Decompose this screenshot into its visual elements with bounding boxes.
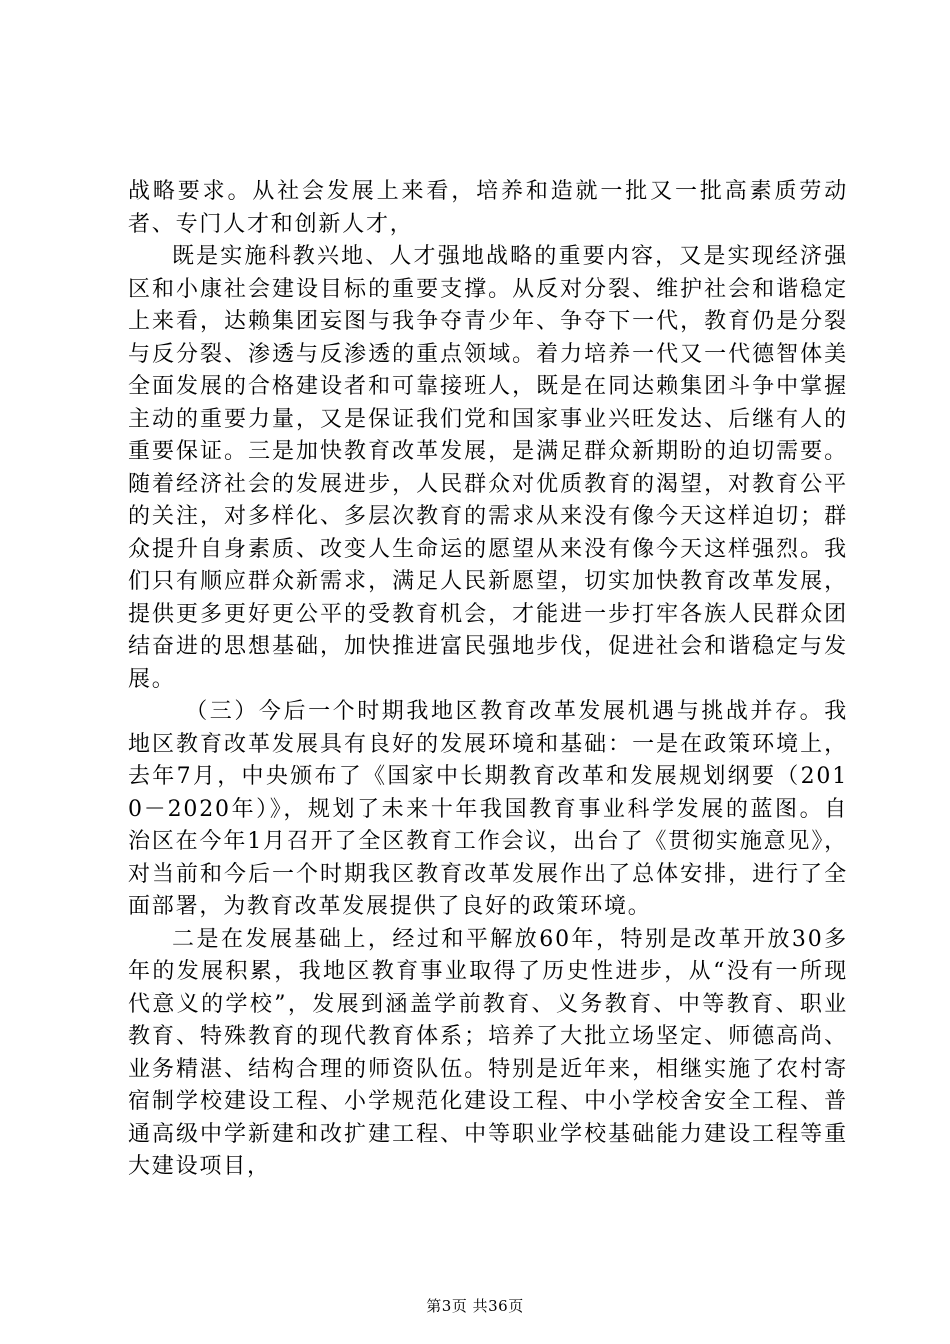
page-footer: 第3页 共36页: [426, 1297, 524, 1315]
paragraph-2: 既是实施科教兴地、人才强地战略的重要内容，又是实现经济强区和小康社会建设目标的重要支撑。从反对分裂、维护社会和谐稳定上来看，达赖集团妄图与我争夺青少年、争夺下一代，教育仍是分裂与反分裂、渗透与反渗透的重点领域。着力培养一代又一代德智体美全面发展的合格建设者和可靠接班人，既是在同达赖集团斗争中掌握主动的重要力量，又是保证我们党和国家事业兴旺发达、后继有人的重要保证。三是加快教育改革发展，是满足群众新期盼的迫切需要。随着经济社会的发展进步，人民群众对优质教育的渴望，对教育公平的关注，对多样化、多层次教育的需求从来没有像今天这样迫切；群众提升自身素质、改变人生命运的愿望从来没有像今天这样强烈。我们只有顺应群众新需求，满足人民新愿望，切实加快教育改革发展，提供更多更好更公平的受教育机会，才能进一步打牢各族人民群众团结奋进的思想基础，加快推进富民强地步伐，促进社会和谐稳定与发展。: [128, 244, 848, 692]
paragraph-4: 二是在发展基础上，经过和平解放60年，特别是改革开放30多年的发展积累，我地区教育事业取得了历史性进步，从“没有一所现代意义的学校”，发展到涵盖学前教育、义务教育、中等教育、职业教育、特殊教育的现代教育体系；培养了大批立场坚定、师德高尚、业务精湛、结构合理的师资队伍。特别是近年来，相继实施了农村寄宿制学校建设工程、小学规范化建设工程、中小学校舍安全工程、普通高级中学新建和改扩建工程、中等职业学校基础能力建设工程等重大建设项目，: [128, 926, 848, 1179]
document-body: [128, 176, 848, 1184]
paragraph-3: （三）今后一个时期我地区教育改革发展机遇与挑战并存。我地区教育改革发展具有良好的发展环境和基础：一是在政策环境上，去年7月，中央颁布了《国家中长期教育改革和发展规划纲要（2010－2020年）》，规划了未来十年我国教育事业科学发展的蓝图。自治区在今年1月召开了全区教育工作会议，出台了《贯彻实施意见》，对当前和今后一个时期我区教育改革发展作出了总体安排，进行了全面部署，为教育改革发展提供了良好的政策环境。: [128, 699, 848, 919]
paragraph-1: 战略要求。从社会发展上来看，培养和造就一批又一批高素质劳动者、专门人才和创新人才，: [128, 179, 848, 237]
